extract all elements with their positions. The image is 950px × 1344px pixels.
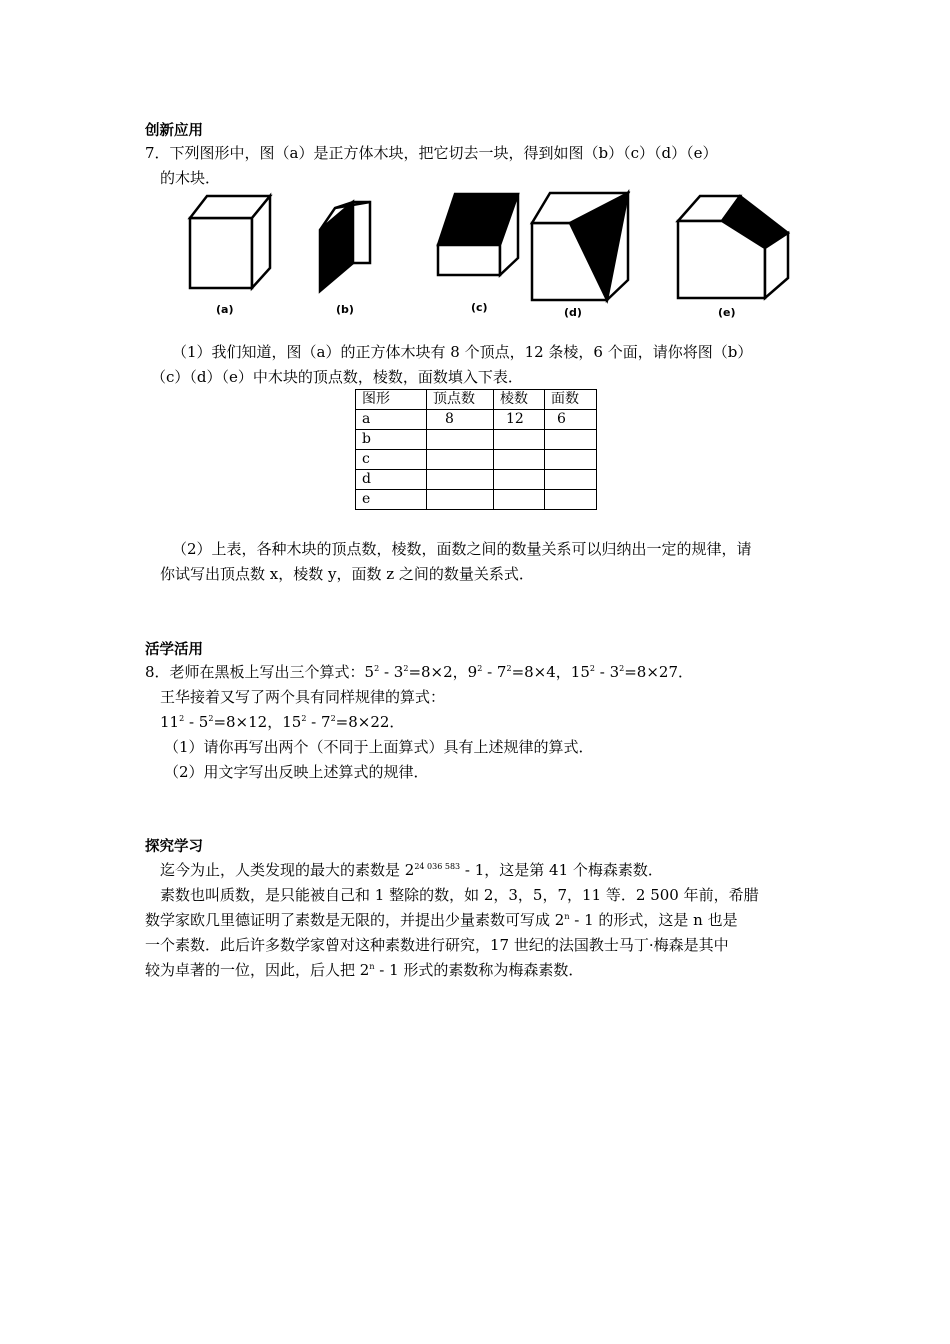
- part-1-line2: （c）（d）（e）中木块的顶点数，棱数，面数填入下表．: [151, 368, 523, 386]
- table-cell: [545, 430, 597, 450]
- figure-caption-d: (d): [564, 306, 582, 319]
- table-cell: [494, 470, 545, 490]
- question-8-line3: $11^2 - 5^2=8\times 12$，$15^2 - 7^2=8\times 22$．: [160, 713, 405, 731]
- figure-e-block: [678, 196, 788, 298]
- table-cell: 8: [427, 410, 494, 430]
- explore-para2-line4: 较为卓著的一位，因此，后人把 2$^n$ - 1 形式的素数称为梅森素数．: [145, 961, 584, 979]
- figure-a-cube: [190, 196, 270, 288]
- table-cell: [545, 450, 597, 470]
- table-cell: [494, 490, 545, 510]
- section-heading-practice: 活学活用: [145, 642, 203, 658]
- table-row: [356, 470, 597, 490]
- table-cell: [427, 450, 494, 470]
- table-cell: c: [356, 450, 427, 470]
- table-row: [356, 450, 597, 470]
- header-faces: 面数: [545, 390, 597, 410]
- table-cell: [494, 450, 545, 470]
- table-cell: [427, 490, 494, 510]
- part-2-line2: 你试写出顶点数 x，棱数 y，面数 z 之间的数量关系式．: [160, 565, 534, 583]
- table-cell: [427, 430, 494, 450]
- table-header-row: [356, 390, 597, 410]
- explore-para2-line2: 数学家欧几里德证明了素数是无限的，并提出少量素数可写成 2$^n$ - 1 的形式，这是 n 也是: [145, 911, 738, 929]
- header-vertices: 顶点数: [427, 390, 494, 410]
- figure-caption-e: (e): [718, 306, 736, 319]
- question-8-sub1: （1）请你再写出两个（不同于上面算式）具有上述规律的算式．: [164, 738, 594, 756]
- question-8-line2: 王华接着又写了两个具有同样规律的算式：: [160, 688, 446, 706]
- figure-caption-a: (a): [216, 303, 234, 316]
- table-cell: [494, 430, 545, 450]
- table-cell: a: [356, 410, 427, 430]
- question-8-sub2: （2）用文字写出反映上述算式的规律．: [164, 763, 429, 781]
- header-shape: 图形: [356, 390, 427, 410]
- figure-c-block: [438, 194, 518, 275]
- header-edges: 棱数: [494, 390, 545, 410]
- table-cell: b: [356, 430, 427, 450]
- table-cell: [545, 470, 597, 490]
- part-2-line1: （2）上表，各种木块的顶点数，棱数，面数之间的数量关系可以归纳出一定的规律，请: [172, 540, 752, 558]
- explore-para1: 迄今为止，人类发现的最大的素数是 $2^{24 036 583} - 1$，这是第 41 个梅森素数．: [160, 861, 663, 879]
- question-8-line1: 8．老师在黑板上写出三个算式：$5^2 - 3^2=8\times 2$，$9^2 - 7^2=8\times 4$，$15^2 - 3^2=8\times 27$．: [145, 663, 694, 681]
- figure-caption-c: (c): [471, 301, 488, 314]
- data-table: [355, 389, 597, 510]
- section-heading-explore: 探究学习: [145, 839, 203, 855]
- figure-b-wedge: [320, 202, 370, 291]
- explore-para2-line1: 素数也叫质数，是只能被自己和 1 整除的数，如 2，3，5，7，11 等．2 500 年前，希腊: [160, 886, 759, 904]
- part-1-line1: （1）我们知道，图（a）的正方体木块有 8 个顶点，12 条棱，6 个面，请你将图（b）: [172, 343, 753, 361]
- table-row: [356, 430, 597, 450]
- table-cell: [427, 470, 494, 490]
- table-cell: [545, 490, 597, 510]
- figure-d-block: [532, 193, 628, 300]
- cube-figures-svg: [180, 188, 810, 323]
- table-row: [356, 410, 597, 430]
- section-heading-innovation: 创新应用: [145, 123, 203, 139]
- cube-figures: [180, 188, 810, 323]
- table-cell: d: [356, 470, 427, 490]
- explore-para2-line3: 一个素数．此后许多数学家曾对这种素数进行研究，17 世纪的法国教士马丁·梅森是其中: [145, 936, 729, 954]
- question-7-line2: 的木块．: [160, 169, 221, 187]
- table-cell: 6: [545, 410, 597, 430]
- question-7-line1: 7．下列图形中，图（a）是正方体木块，把它切去一块，得到如图（b）（c）（d）（e）: [145, 144, 718, 162]
- table-cell: e: [356, 490, 427, 510]
- table-row: [356, 490, 597, 510]
- figure-caption-b: (b): [336, 303, 354, 316]
- table-cell: 12: [494, 410, 545, 430]
